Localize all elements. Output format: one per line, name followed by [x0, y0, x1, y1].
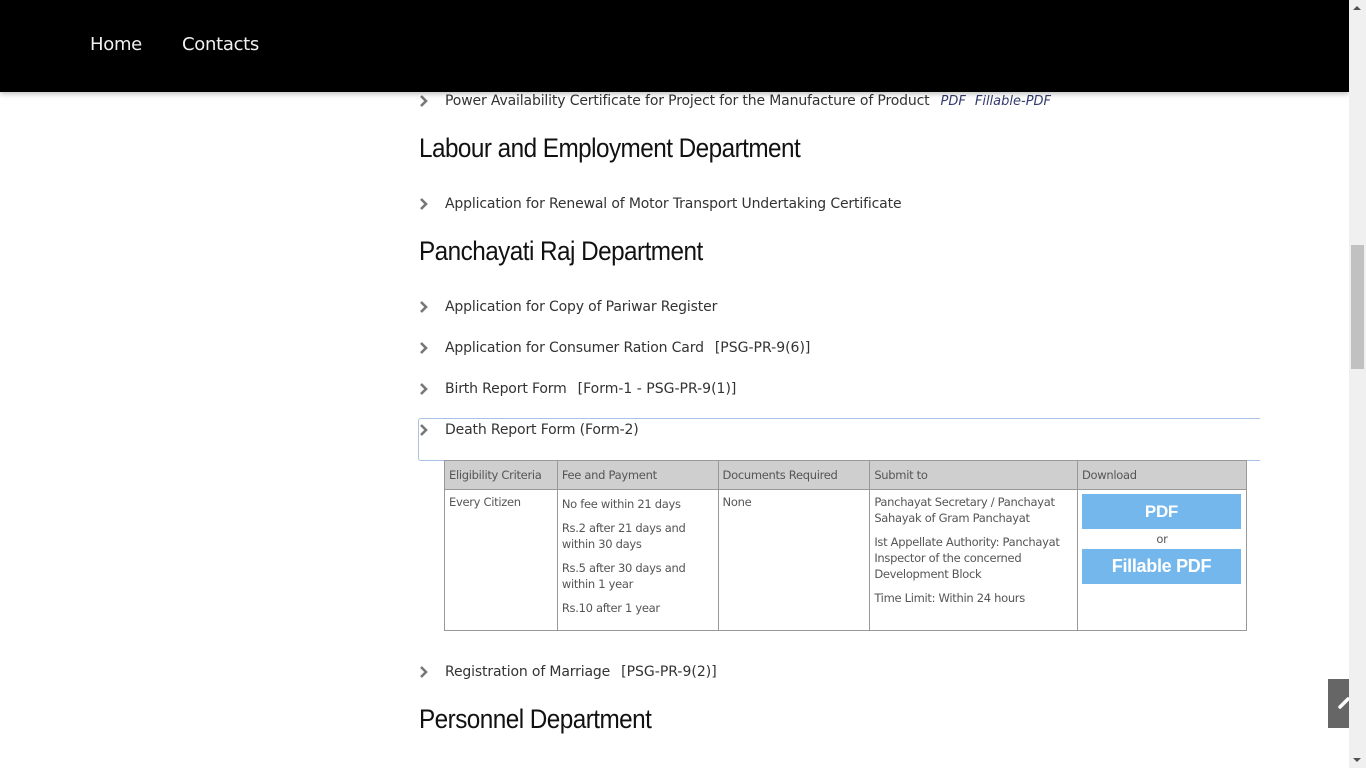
top-nav-bar — [0, 0, 1349, 92]
department-heading-labour: Labour and Employment Department — [419, 133, 801, 163]
download-fillable-pdf-button[interactable]: Fillable PDF — [1082, 549, 1241, 584]
chevron-right-icon — [419, 300, 431, 314]
cell-download — [1077, 490, 1246, 631]
list-item-label: Birth Report Form — [445, 381, 567, 397]
list-item-label: Application for Copy of Pariwar Register — [445, 299, 718, 315]
chevron-right-icon — [419, 197, 431, 211]
header-eligibility: Eligibility Criteria — [445, 461, 558, 490]
chevron-right-icon — [419, 341, 431, 355]
chevron-right-icon — [419, 423, 431, 437]
department-heading-personnel: Personnel Department — [419, 704, 652, 734]
list-item-marriage-registration[interactable] — [419, 661, 717, 683]
nav-contacts-link[interactable]: Contacts — [182, 34, 260, 55]
list-item-label: Power Availability Certificate for Project for the Manufacture of Product — [445, 93, 930, 109]
list-item-label: Death Report Form (Form-2) — [445, 422, 639, 438]
fee-line: Rs.10 after 1 year — [561, 601, 660, 615]
download-pdf-button[interactable]: PDF — [1082, 494, 1241, 529]
list-item-death-report[interactable] — [419, 419, 639, 441]
cell-submit-to — [870, 490, 1078, 631]
scroll-to-top-button[interactable] — [1328, 679, 1349, 728]
pdf-link[interactable]: PDF — [940, 93, 966, 109]
form-code: [PSG-PR-9(6)] — [714, 340, 811, 356]
list-item-motor-transport[interactable] — [419, 193, 901, 215]
scroll-up-arrow-icon[interactable] — [1353, 6, 1361, 10]
list-item-label: Application for Renewal of Motor Transport Undertaking Certificate — [445, 196, 902, 212]
chevron-right-icon — [419, 665, 431, 679]
chevron-right-icon — [419, 94, 431, 108]
list-item-birth-report[interactable] — [419, 378, 736, 400]
form-code: [PSG-PR-9(2)] — [621, 664, 717, 680]
chevron-right-icon — [419, 382, 431, 396]
fillable-pdf-link[interactable]: Fillable-PDF — [974, 93, 1052, 109]
list-item-power-availability[interactable] — [419, 90, 1051, 112]
or-separator: or — [1156, 532, 1168, 546]
scroll-down-arrow-icon[interactable] — [1353, 758, 1361, 762]
scrollbar-thumb[interactable] — [1351, 245, 1364, 369]
cell-documents: None — [718, 490, 870, 631]
list-item-pariwar-register[interactable] — [419, 296, 717, 318]
department-heading-panchayati-raj: Panchayati Raj Department — [419, 236, 703, 266]
form-code: [Form-1 - PSG-PR-9(1)] — [577, 381, 737, 397]
arrow-up-icon — [1328, 715, 1349, 728]
header-submit-to: Submit to — [870, 461, 1078, 490]
table-header-row — [445, 461, 1247, 490]
list-item-label: Registration of Marriage — [445, 664, 611, 680]
page-scrollbar[interactable] — [1349, 0, 1366, 768]
cell-fee — [557, 490, 718, 631]
header-fee: Fee and Payment — [557, 461, 718, 490]
fee-line: No fee within 21 days — [561, 497, 681, 511]
cell-eligibility: Every Citizen — [445, 490, 558, 631]
fee-line: Rs.5 after 30 days and within 1 year — [561, 561, 686, 591]
table-row — [445, 490, 1247, 631]
submit-line: Panchayat Secretary / Panchayat Sahayak of Gram Panchayat — [874, 495, 1055, 525]
header-documents: Documents Required — [718, 461, 870, 490]
death-report-details-table — [444, 460, 1247, 631]
submit-line: Ist Appellate Authority: Panchayat Inspector of the concerned Development Block — [874, 535, 1060, 581]
list-item-label: Application for Consumer Ration Card — [445, 340, 704, 356]
header-download: Download — [1077, 461, 1246, 490]
nav-home-link[interactable]: Home — [90, 34, 142, 55]
fee-line: Rs.2 after 21 days and within 30 days — [561, 521, 686, 551]
submit-line: Time Limit: Within 24 hours — [874, 591, 1025, 605]
list-item-ration-card[interactable] — [419, 337, 810, 359]
